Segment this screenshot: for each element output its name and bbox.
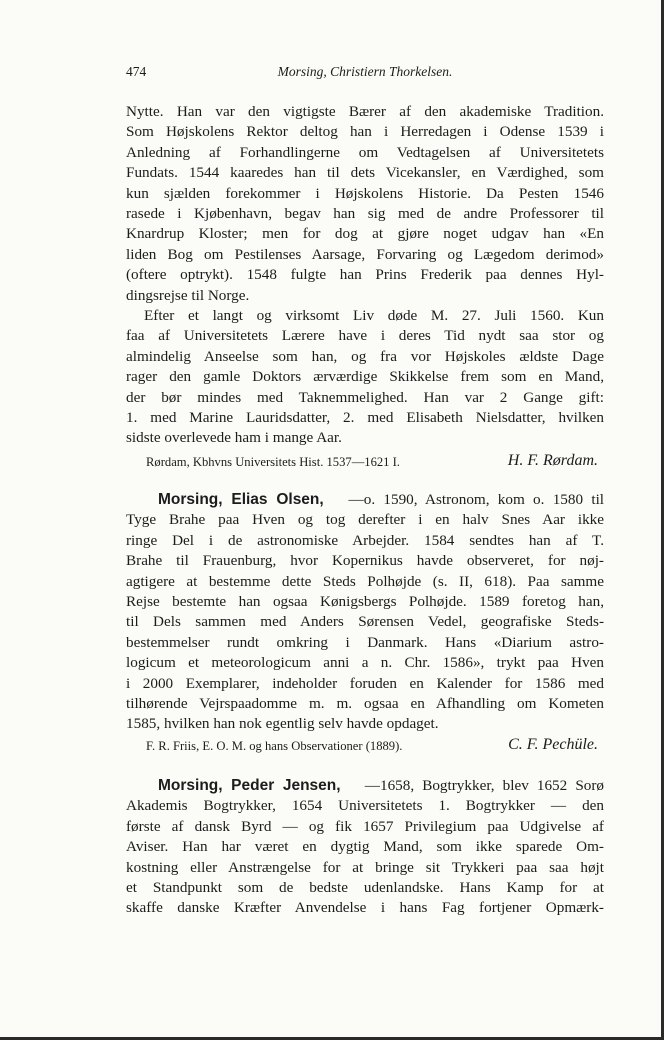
- text-line: skaffe danske Kræfter Anvendelse i hans Fag fortjener Opmærk-: [126, 899, 604, 917]
- text-line: agtigere at bestemme dette Steds Polhøjde (s. II, 618). Paa samme: [126, 572, 604, 590]
- entry-first-line: [126, 490, 604, 510]
- text-line: ringe Del i de astronomiske Arbejder. 1584 sendtes han af T.: [126, 531, 604, 549]
- text-line: første af dansk Byrd — og fik 1657 Privilegium paa Udgivelse af: [126, 817, 604, 835]
- entry-name: Morsing, Elias Olsen,: [158, 491, 324, 508]
- text-line: Akademis Bogtrykker, 1654 Universitetets 1. Bogtrykker — den: [126, 797, 604, 815]
- entry-peder-jensen: [126, 776, 604, 919]
- text-line: 1. med Marine Lauridsdatter, 2. med Elisabeth Nielsdatter, hvilken: [126, 409, 604, 427]
- text-line: rasede i Kjøbenhavn, begav han sig med de andre Professorer til: [126, 205, 604, 223]
- bibliography-reference: Rørdam, Kbhvns Universitets Hist. 1537—1621 I.: [146, 455, 400, 469]
- bibliography-reference: F. R. Friis, E. O. M. og hans Observationer (1889).: [146, 739, 403, 753]
- text-line: 1585, hvilken han nok egentlig selv havde opdaget.: [126, 715, 439, 733]
- text-line: (oftere optrykt). 1548 fulgte han Prins Frederik paa dennes Hyl-: [126, 266, 604, 284]
- text-line: til Dels sammen med Anders Sørensen Vedel, geografiske Steds-: [126, 613, 604, 631]
- entry-first-line-text: —1658, Bogtrykker, blev 1652 Sorø: [364, 777, 605, 794]
- text-line: Tyge Brahe paa Hven og tog derefter i en halv Snes Aar ikke: [126, 511, 604, 529]
- text-line: logicum et meteorologicum anni a n. Chr. 1586», trykt paa Hven: [126, 654, 604, 672]
- page-number: 474: [126, 64, 147, 79]
- text-line: faa af Universitetets Lærere have i deres Tid nydt saa stor og: [126, 327, 604, 345]
- entry-name: Morsing, Peder Jensen,: [158, 777, 341, 794]
- running-title: Morsing, Christiern Thorkelsen.: [277, 64, 453, 79]
- text-line: sidste overlevede ham i mange Aar.: [126, 429, 342, 447]
- text-line: dingsrejse til Norge.: [126, 286, 250, 304]
- text-line: Knardrup Kloster; men for dog at gjøre noget udgav han «En: [126, 225, 604, 243]
- page-header: [126, 64, 604, 86]
- entry-author: C. F. Pechüle.: [508, 736, 598, 753]
- text-line: Anledning af Forhandlingerne om Vedtagelsen af Universitetets: [126, 143, 604, 161]
- bibliography-rordam: [126, 452, 604, 474]
- text-line: Nytte. Han var den vigtigste Bærer af den akademiske Tradition.: [126, 103, 604, 120]
- text-line: rager den gamle Doktors ærværdige Skikkelse frem som en Mand,: [126, 368, 604, 386]
- continuation-paragraph-2: [126, 306, 604, 449]
- text-line: almindelig Anseelse som han, og fra vor Højskoles ældste Dage: [126, 347, 604, 365]
- text-line: Som Højskolens Rektor deltog han i Herredagen i Odense 1539 i: [126, 123, 604, 141]
- text-line: kostning eller Anstrængelse for at bringe sit Trykkeri paa saa højt: [126, 858, 604, 876]
- text-line: tilhørende Vejrspaadomme m. m. ogsaa en Afhandling om Kometen: [126, 695, 604, 713]
- entry-first-line-text: —o. 1590, Astronom, kom o. 1580 til: [348, 491, 605, 508]
- text-line: et Standpunkt som de bedste udenlandske. Hans Kamp for at: [126, 879, 604, 897]
- text-line: Brahe til Frauenburg, hvor Kopernikus havde observeret, for nøj-: [126, 552, 604, 570]
- entry-elias-olsen: [126, 490, 604, 735]
- text-line: i 2000 Exemplarer, indeholder foruden en Kalender for 1586 med: [126, 674, 604, 692]
- entry-first-line: [126, 776, 604, 796]
- bibliography-friis: [126, 736, 604, 758]
- text-line: kun sjælden forekommer i Højskolens Historie. Da Pesten 1546: [126, 184, 604, 202]
- text-line: der bør mindes med Taknemmelighed. Han var 2 Gange gift:: [126, 388, 604, 406]
- text-line: Aviser. Han har været en dygtig Mand, som ikke sparede Om-: [126, 838, 604, 856]
- text-line: Fundats. 1544 kaaredes han til dets Vicekansler, en Værdighed, som: [126, 164, 604, 182]
- text-line: Efter et langt og virksomt Liv døde M. 27. Juli 1560. Kun: [144, 307, 604, 324]
- text-line: liden Bog om Pestilenses Aarsage, Forvaring og Lægedom derimod»: [126, 245, 604, 263]
- text-line: Rejse bestemte han ogsaa Kønigsbergs Polhøjde. 1589 foretog han,: [126, 593, 604, 611]
- entry-author: H. F. Rørdam.: [507, 452, 598, 469]
- continuation-paragraph-1: [126, 102, 604, 306]
- text-line: bestemmelser rundt omkring i Danmark. Hans «Diarium astro-: [126, 633, 604, 651]
